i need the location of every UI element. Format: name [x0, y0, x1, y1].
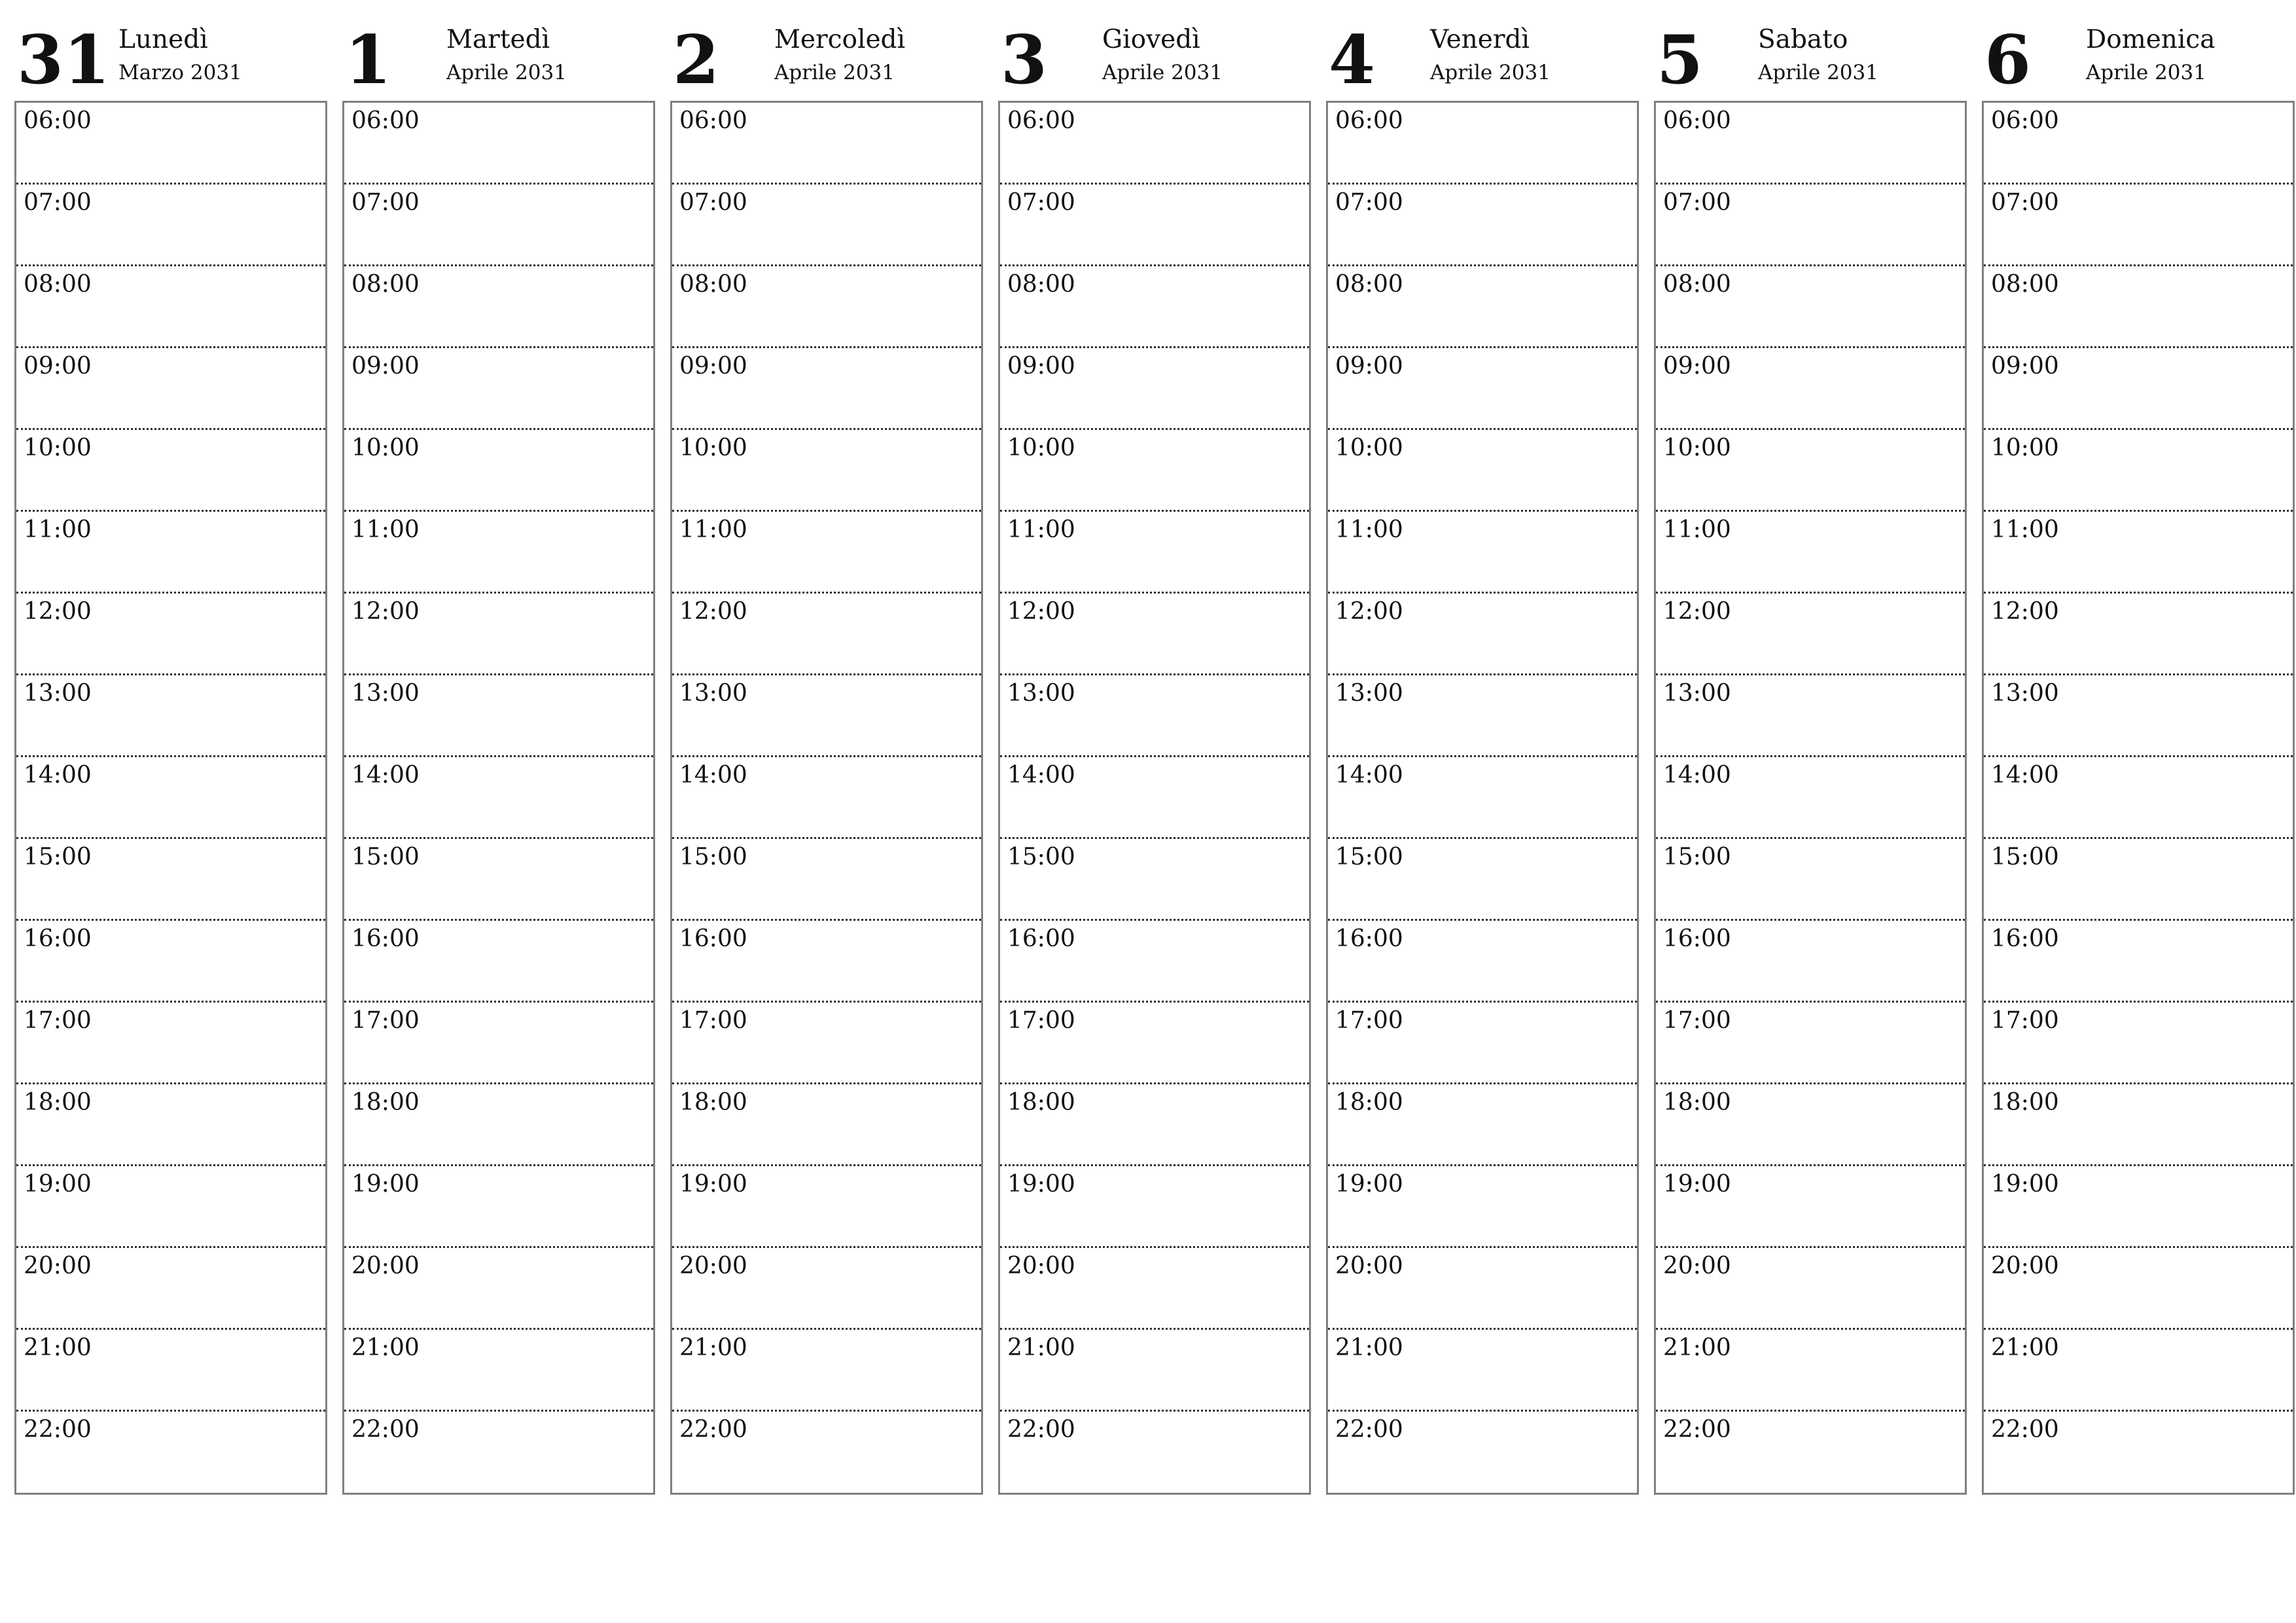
time-label: 21:00 [1335, 1334, 1403, 1361]
time-slot[interactable] [1328, 348, 1637, 430]
time-label: 06:00 [24, 107, 92, 134]
day-number: 3 [1001, 21, 1047, 99]
time-slot[interactable] [672, 594, 981, 675]
time-label: 22:00 [1335, 1416, 1403, 1443]
day-meta [1102, 20, 1223, 86]
time-label: 08:00 [1663, 271, 1731, 298]
time-slot[interactable] [1656, 1084, 1965, 1166]
day-meta [446, 20, 567, 86]
time-label: 09:00 [679, 353, 747, 380]
time-label: 10:00 [351, 435, 420, 461]
day-number: 6 [1984, 21, 2031, 99]
time-slot[interactable] [672, 185, 981, 266]
day-meta [2086, 20, 2215, 86]
time-slot[interactable] [1000, 594, 1309, 675]
time-label: 16:00 [24, 925, 92, 952]
time-label: 07:00 [1007, 189, 1075, 216]
day-number: 31 [17, 21, 110, 99]
time-slot[interactable] [1328, 1084, 1637, 1166]
time-slot[interactable] [1656, 757, 1965, 839]
time-slot[interactable] [1984, 185, 2293, 266]
weekday-label: Mercoledì [774, 25, 905, 54]
time-slot[interactable] [1656, 1412, 1965, 1493]
day-meta [774, 20, 905, 86]
time-slots [998, 101, 1311, 1495]
time-slot[interactable] [672, 1166, 981, 1248]
time-slot[interactable] [1984, 1412, 2293, 1493]
time-label: 19:00 [1335, 1171, 1403, 1198]
time-slot[interactable] [1328, 1412, 1637, 1493]
time-slot[interactable] [1328, 1166, 1637, 1248]
month-label: Aprile 2031 [774, 61, 895, 84]
time-slot[interactable] [672, 1412, 981, 1493]
time-label: 22:00 [1663, 1416, 1731, 1443]
time-label: 14:00 [351, 762, 420, 789]
time-slot[interactable] [1000, 266, 1309, 348]
time-label: 18:00 [1007, 1089, 1075, 1116]
time-label: 10:00 [1007, 435, 1075, 461]
day-column [342, 20, 655, 1499]
time-slot[interactable] [1656, 675, 1965, 757]
time-slot[interactable] [344, 594, 653, 675]
time-label: 15:00 [351, 844, 420, 870]
time-label: 15:00 [1007, 844, 1075, 870]
time-label: 17:00 [24, 1007, 92, 1034]
time-label: 16:00 [1663, 925, 1731, 952]
time-label: 18:00 [1663, 1089, 1731, 1116]
time-label: 14:00 [1991, 762, 2059, 789]
time-slot[interactable] [1656, 512, 1965, 594]
time-label: 18:00 [24, 1089, 92, 1116]
time-slot[interactable] [1984, 594, 2293, 675]
time-label: 15:00 [1335, 844, 1403, 870]
time-slot[interactable] [344, 266, 653, 348]
time-slot[interactable] [1656, 103, 1965, 185]
time-slot[interactable] [1000, 921, 1309, 1003]
time-slot[interactable] [1000, 1330, 1309, 1412]
time-slot[interactable] [16, 1084, 325, 1166]
day-column [998, 20, 1311, 1499]
time-label: 19:00 [24, 1171, 92, 1198]
time-label: 16:00 [1007, 925, 1075, 952]
time-slot[interactable] [1328, 430, 1637, 512]
weekday-label: Sabato [1758, 25, 1848, 54]
day-column [670, 20, 983, 1499]
time-label: 09:00 [1991, 353, 2059, 380]
time-slots [670, 101, 983, 1495]
time-label: 18:00 [1991, 1089, 2059, 1116]
time-label: 20:00 [1007, 1253, 1075, 1279]
time-label: 19:00 [1991, 1171, 2059, 1198]
time-slot[interactable] [1656, 1003, 1965, 1084]
time-slot[interactable] [16, 1412, 325, 1493]
time-slot[interactable] [344, 1330, 653, 1412]
time-label: 11:00 [1663, 516, 1731, 543]
time-slot[interactable] [1000, 1412, 1309, 1493]
time-slot[interactable] [16, 675, 325, 757]
time-label: 17:00 [1007, 1007, 1075, 1034]
time-label: 20:00 [679, 1253, 747, 1279]
time-label: 13:00 [1335, 680, 1403, 707]
time-slot[interactable] [1656, 1248, 1965, 1330]
time-slot[interactable] [1984, 839, 2293, 921]
time-slot[interactable] [1328, 839, 1637, 921]
time-label: 06:00 [351, 107, 420, 134]
time-label: 14:00 [1007, 762, 1075, 789]
time-label: 15:00 [679, 844, 747, 870]
weekday-label: Martedì [446, 25, 550, 54]
month-label: Aprile 2031 [2086, 61, 2206, 84]
day-header [1326, 20, 1639, 101]
time-slot[interactable] [1000, 512, 1309, 594]
time-label: 19:00 [1007, 1171, 1075, 1198]
time-label: 14:00 [1663, 762, 1731, 789]
time-label: 12:00 [351, 598, 420, 625]
time-slot[interactable] [1984, 103, 2293, 185]
time-label: 06:00 [1335, 107, 1403, 134]
time-slot[interactable] [1328, 512, 1637, 594]
day-header [1654, 20, 1967, 101]
time-label: 20:00 [24, 1253, 92, 1279]
time-label: 11:00 [1991, 516, 2059, 543]
time-slot[interactable] [1328, 1248, 1637, 1330]
time-label: 09:00 [1335, 353, 1403, 380]
day-number: 1 [345, 21, 391, 99]
time-slot[interactable] [1000, 675, 1309, 757]
time-slot[interactable] [672, 348, 981, 430]
time-slot[interactable] [1656, 185, 1965, 266]
month-label: Aprile 2031 [1102, 61, 1223, 84]
time-slot[interactable] [16, 103, 325, 185]
time-label: 12:00 [1991, 598, 2059, 625]
time-slot[interactable] [16, 1166, 325, 1248]
time-slot[interactable] [1984, 430, 2293, 512]
time-label: 14:00 [1335, 762, 1403, 789]
time-slots [1982, 101, 2295, 1495]
day-meta [1758, 20, 1878, 86]
time-slot[interactable] [16, 430, 325, 512]
time-label: 07:00 [679, 189, 747, 216]
day-header [670, 20, 983, 101]
time-slot[interactable] [672, 921, 981, 1003]
time-slot[interactable] [1000, 348, 1309, 430]
time-label: 08:00 [351, 271, 420, 298]
time-label: 07:00 [1335, 189, 1403, 216]
time-slot[interactable] [1000, 1084, 1309, 1166]
time-label: 18:00 [1335, 1089, 1403, 1116]
time-slots [1326, 101, 1639, 1495]
time-slot[interactable] [16, 266, 325, 348]
time-label: 13:00 [1991, 680, 2059, 707]
time-label: 06:00 [1991, 107, 2059, 134]
time-label: 22:00 [351, 1416, 420, 1443]
time-label: 12:00 [1335, 598, 1403, 625]
time-label: 07:00 [1663, 189, 1731, 216]
time-slot[interactable] [672, 430, 981, 512]
day-meta [118, 20, 242, 86]
time-slot[interactable] [1328, 757, 1637, 839]
time-label: 22:00 [1991, 1416, 2059, 1443]
time-label: 08:00 [1991, 271, 2059, 298]
time-label: 10:00 [1335, 435, 1403, 461]
time-slot[interactable] [16, 1003, 325, 1084]
time-slot[interactable] [672, 103, 981, 185]
time-slots [1654, 101, 1967, 1495]
time-slot[interactable] [344, 348, 653, 430]
weekday-label: Domenica [2086, 25, 2215, 54]
time-label: 17:00 [1663, 1007, 1731, 1034]
day-number: 5 [1657, 21, 1703, 99]
time-label: 13:00 [24, 680, 92, 707]
time-label: 13:00 [1663, 680, 1731, 707]
time-label: 12:00 [1007, 598, 1075, 625]
time-slot[interactable] [1984, 1003, 2293, 1084]
day-meta [1430, 20, 1551, 86]
time-slot[interactable] [672, 757, 981, 839]
time-label: 16:00 [1991, 925, 2059, 952]
time-label: 17:00 [351, 1007, 420, 1034]
time-slot[interactable] [344, 757, 653, 839]
time-label: 09:00 [351, 353, 420, 380]
time-slot[interactable] [16, 185, 325, 266]
time-slot[interactable] [1656, 594, 1965, 675]
weekday-label: Giovedì [1102, 25, 1200, 54]
time-slot[interactable] [1328, 1330, 1637, 1412]
day-column [1654, 20, 1967, 1499]
time-label: 08:00 [24, 271, 92, 298]
time-slot[interactable] [1000, 757, 1309, 839]
time-slot[interactable] [1000, 1166, 1309, 1248]
time-slot[interactable] [16, 594, 325, 675]
time-slot[interactable] [672, 1084, 981, 1166]
month-label: Aprile 2031 [1430, 61, 1551, 84]
time-slots [14, 101, 327, 1495]
month-label: Aprile 2031 [446, 61, 567, 84]
day-column [1326, 20, 1639, 1499]
time-slot[interactable] [344, 839, 653, 921]
time-label: 13:00 [351, 680, 420, 707]
time-label: 10:00 [1991, 435, 2059, 461]
time-slot[interactable] [1000, 1003, 1309, 1084]
time-label: 16:00 [679, 925, 747, 952]
time-slot[interactable] [1984, 921, 2293, 1003]
weekday-label: Lunedì [118, 25, 208, 54]
time-label: 19:00 [351, 1171, 420, 1198]
time-slot[interactable] [672, 839, 981, 921]
time-label: 18:00 [679, 1089, 747, 1116]
time-label: 09:00 [1007, 353, 1075, 380]
time-label: 22:00 [24, 1416, 92, 1443]
time-label: 16:00 [1335, 925, 1403, 952]
time-label: 15:00 [24, 844, 92, 870]
time-slot[interactable] [16, 921, 325, 1003]
time-slot[interactable] [1984, 1084, 2293, 1166]
time-label: 21:00 [1991, 1334, 2059, 1361]
time-slot[interactable] [344, 1412, 653, 1493]
time-label: 07:00 [351, 189, 420, 216]
time-slot[interactable] [1656, 1330, 1965, 1412]
time-label: 17:00 [1991, 1007, 2059, 1034]
time-slot[interactable] [1656, 921, 1965, 1003]
time-slot[interactable] [16, 757, 325, 839]
time-label: 21:00 [679, 1334, 747, 1361]
day-column [14, 20, 327, 1499]
time-slot[interactable] [16, 1330, 325, 1412]
time-slot[interactable] [1984, 266, 2293, 348]
time-slot[interactable] [16, 1248, 325, 1330]
time-slot[interactable] [1328, 1003, 1637, 1084]
time-label: 10:00 [1663, 435, 1731, 461]
time-slot[interactable] [1656, 348, 1965, 430]
time-slot[interactable] [672, 675, 981, 757]
time-slots [342, 101, 655, 1495]
time-label: 06:00 [1663, 107, 1731, 134]
day-header [1982, 20, 2295, 101]
time-label: 11:00 [1335, 516, 1403, 543]
time-label: 07:00 [24, 189, 92, 216]
time-slot[interactable] [1984, 348, 2293, 430]
time-slot[interactable] [1000, 103, 1309, 185]
time-label: 20:00 [1663, 1253, 1731, 1279]
time-label: 20:00 [1991, 1253, 2059, 1279]
time-label: 21:00 [1663, 1334, 1731, 1361]
time-slot[interactable] [16, 839, 325, 921]
time-label: 21:00 [351, 1334, 420, 1361]
time-label: 20:00 [1335, 1253, 1403, 1279]
month-label: Aprile 2031 [1758, 61, 1878, 84]
time-label: 09:00 [1663, 353, 1731, 380]
time-label: 12:00 [679, 598, 747, 625]
time-label: 17:00 [679, 1007, 747, 1034]
month-label: Marzo 2031 [118, 61, 242, 84]
time-label: 17:00 [1335, 1007, 1403, 1034]
time-slot[interactable] [1328, 594, 1637, 675]
time-label: 06:00 [679, 107, 747, 134]
day-number: 2 [673, 21, 719, 99]
time-label: 18:00 [351, 1089, 420, 1116]
time-label: 11:00 [351, 516, 420, 543]
time-label: 10:00 [679, 435, 747, 461]
time-label: 15:00 [1991, 844, 2059, 870]
time-label: 08:00 [1335, 271, 1403, 298]
time-slot[interactable] [1000, 185, 1309, 266]
time-slot[interactable] [344, 430, 653, 512]
time-slot[interactable] [1000, 1248, 1309, 1330]
time-slot[interactable] [1984, 757, 2293, 839]
time-slot[interactable] [672, 512, 981, 594]
time-slot[interactable] [1328, 921, 1637, 1003]
time-label: 13:00 [679, 680, 747, 707]
time-label: 06:00 [1007, 107, 1075, 134]
time-label: 15:00 [1663, 844, 1731, 870]
weekday-label: Venerdì [1430, 25, 1530, 54]
time-label: 22:00 [679, 1416, 747, 1443]
time-slot[interactable] [1984, 675, 2293, 757]
time-label: 11:00 [679, 516, 747, 543]
time-slot[interactable] [1656, 266, 1965, 348]
time-slot[interactable] [344, 1084, 653, 1166]
time-slot[interactable] [344, 1248, 653, 1330]
time-slot[interactable] [1656, 1166, 1965, 1248]
time-slot[interactable] [1000, 839, 1309, 921]
time-label: 10:00 [24, 435, 92, 461]
time-label: 12:00 [24, 598, 92, 625]
day-header [998, 20, 1311, 101]
time-label: 11:00 [24, 516, 92, 543]
weekly-planner [14, 20, 2283, 1499]
time-slot[interactable] [672, 1248, 981, 1330]
time-slot[interactable] [344, 1003, 653, 1084]
time-slot[interactable] [344, 185, 653, 266]
time-slot[interactable] [1328, 185, 1637, 266]
time-label: 07:00 [1991, 189, 2059, 216]
time-slot[interactable] [344, 512, 653, 594]
day-header [342, 20, 655, 101]
time-label: 08:00 [1007, 271, 1075, 298]
time-slot[interactable] [1656, 839, 1965, 921]
time-slot[interactable] [1656, 430, 1965, 512]
time-label: 16:00 [351, 925, 420, 952]
time-slot[interactable] [1328, 675, 1637, 757]
time-label: 09:00 [24, 353, 92, 380]
time-label: 19:00 [679, 1171, 747, 1198]
time-slot[interactable] [1328, 103, 1637, 185]
time-label: 22:00 [1007, 1416, 1075, 1443]
time-slot[interactable] [1984, 1248, 2293, 1330]
time-slot[interactable] [344, 103, 653, 185]
time-slot[interactable] [16, 512, 325, 594]
time-label: 11:00 [1007, 516, 1075, 543]
time-slot[interactable] [1984, 1166, 2293, 1248]
time-label: 14:00 [24, 762, 92, 789]
time-slot[interactable] [344, 921, 653, 1003]
time-label: 14:00 [679, 762, 747, 789]
time-slot[interactable] [344, 675, 653, 757]
time-label: 19:00 [1663, 1171, 1731, 1198]
day-header [14, 20, 327, 101]
time-label: 12:00 [1663, 598, 1731, 625]
time-slot[interactable] [672, 1003, 981, 1084]
time-slot[interactable] [672, 266, 981, 348]
day-number: 4 [1329, 21, 1375, 99]
time-label: 13:00 [1007, 680, 1075, 707]
time-slot[interactable] [344, 1166, 653, 1248]
time-label: 21:00 [24, 1334, 92, 1361]
time-label: 20:00 [351, 1253, 420, 1279]
time-slot[interactable] [672, 1330, 981, 1412]
time-slot[interactable] [16, 348, 325, 430]
time-label: 21:00 [1007, 1334, 1075, 1361]
time-slot[interactable] [1328, 266, 1637, 348]
time-label: 08:00 [679, 271, 747, 298]
time-slot[interactable] [1984, 512, 2293, 594]
time-slot[interactable] [1984, 1330, 2293, 1412]
day-column [1982, 20, 2295, 1499]
time-slot[interactable] [1000, 430, 1309, 512]
